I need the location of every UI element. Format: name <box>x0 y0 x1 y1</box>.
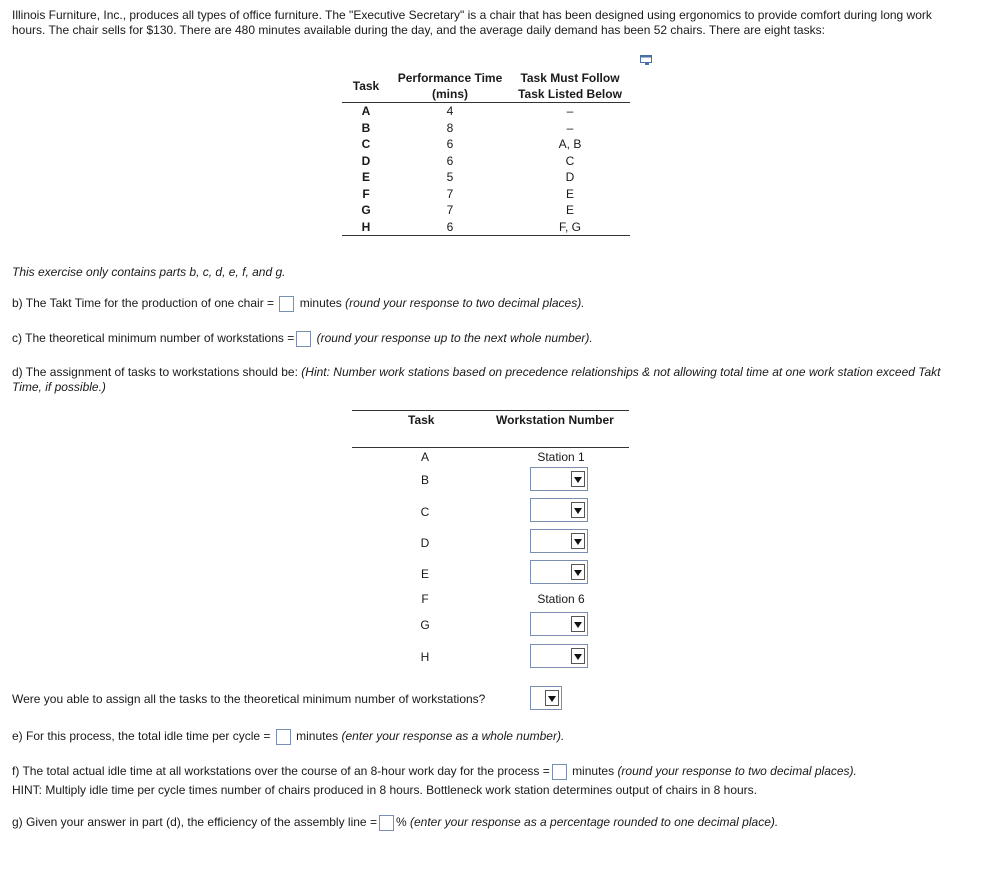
ws-task-h: H <box>420 650 430 664</box>
ws-task-g: G <box>420 618 430 632</box>
part-b-prompt: b) The Takt Time for the production of one chair = <box>12 296 275 311</box>
part-e-hint: (enter your response as a whole number). <box>341 729 565 744</box>
part-b <box>12 296 585 312</box>
header-task-must-follow: Task Must Follow Task Listed Below <box>510 70 630 103</box>
idle-time-per-cycle-input[interactable] <box>276 729 291 745</box>
part-b-unit: minutes <box>299 296 342 311</box>
ws-select-b[interactable] <box>530 467 588 491</box>
header-task: Task <box>342 70 390 103</box>
ws-task-b: B <box>420 473 429 487</box>
part-c-hint: (round your response up to the next whole number). <box>316 331 593 346</box>
ws-task-d: D <box>420 536 430 550</box>
chevron-down-icon <box>571 502 585 518</box>
ws-header-workstation: Workstation Number <box>496 413 614 427</box>
assign-question: Were you able to assign all the tasks to the theoretical minimum number of workstations? <box>12 692 486 706</box>
ws-task-f: F <box>421 592 429 606</box>
ws-select-c[interactable] <box>530 498 588 522</box>
ws-select-e[interactable] <box>530 560 588 584</box>
part-g-hint: (enter your response as a percentage rounded to one decimal place). <box>409 815 779 830</box>
ws-header-task: Task <box>408 413 435 427</box>
chevron-down-icon <box>571 648 585 664</box>
table-row: A 4 – <box>361 104 574 119</box>
workstation-table-header <box>352 410 629 448</box>
takt-time-input[interactable] <box>279 296 294 312</box>
table-row: H 6 F, G <box>342 219 630 236</box>
task-table <box>342 70 630 236</box>
ws-select-g[interactable] <box>530 612 588 636</box>
part-e-prompt: e) For this process, the total idle time per cycle = <box>12 729 271 744</box>
part-b-hint: (round your response to two decimal places). <box>345 296 585 311</box>
table-row: B 8 – <box>361 120 574 135</box>
part-e <box>12 729 564 745</box>
table-row: E 5 D <box>361 170 575 185</box>
efficiency-input[interactable] <box>379 815 394 831</box>
part-f-hint-line: HINT: Multiply idle time per cycle times number of chairs produced in 8 hours. Bottleneck work station determines output of chairs in 8 hours. <box>12 783 758 797</box>
part-d <box>12 365 962 395</box>
min-workstations-input[interactable] <box>296 331 311 347</box>
problem-intro: Illinois Furniture, Inc., produces all types of office furniture. The "Executive Secretary" is a chair that has been designed using ergonomics to provide comfort during long work hours. The chair sells for $130. There are 480 minutes available during the day, and the average daily demand has been 52 chairs. There are eight tasks: <box>12 8 932 37</box>
part-f <box>12 764 857 780</box>
ws-station-1-label: Station 1 <box>537 450 585 464</box>
part-g-unit: % <box>395 815 407 830</box>
ws-task-e: E <box>420 567 429 581</box>
header-performance-time: Performance Time (mins) <box>390 70 510 103</box>
chevron-down-icon <box>571 471 585 487</box>
exercise-note: This exercise only contains parts b, c, d, e, f, and g. <box>12 265 286 279</box>
part-f-hint: (round your response to two decimal places). <box>617 764 857 779</box>
total-idle-time-input[interactable] <box>552 764 567 780</box>
copy-table-icon[interactable] <box>640 55 652 65</box>
part-c <box>12 331 593 347</box>
chevron-down-icon <box>571 564 585 580</box>
table-row: D 6 C <box>361 153 575 168</box>
part-f-prompt: f) The total actual idle time at all workstations over the course of an 8-hour work day for the process = <box>12 764 550 779</box>
part-g <box>12 815 778 831</box>
part-c-prompt: c) The theoretical minimum number of workstations = <box>12 331 295 346</box>
part-f-unit: minutes <box>572 764 615 779</box>
table-row: G 7 E <box>361 203 574 218</box>
assign-answer-select[interactable] <box>530 686 562 710</box>
ws-station-6-label: Station 6 <box>537 592 585 606</box>
ws-select-h[interactable] <box>530 644 588 668</box>
ws-task-a: A <box>420 450 429 464</box>
ws-select-d[interactable] <box>530 529 588 553</box>
table-row: F 7 E <box>362 186 574 201</box>
chevron-down-icon <box>545 690 559 706</box>
chevron-down-icon <box>571 533 585 549</box>
part-g-prompt: g) Given your answer in part (d), the efficiency of the assembly line = <box>12 815 377 830</box>
chevron-down-icon <box>571 616 585 632</box>
ws-task-c: C <box>420 505 430 519</box>
table-row: C 6 A, B <box>361 137 582 152</box>
part-d-hint: (Hint: Number work stations based on precedence relationships & not allowing total time at one work station exceed Takt Time, if possible.) <box>12 365 941 394</box>
part-d-prompt: d) The assignment of tasks to workstations should be: <box>12 365 298 379</box>
part-e-unit: minutes <box>296 729 339 744</box>
